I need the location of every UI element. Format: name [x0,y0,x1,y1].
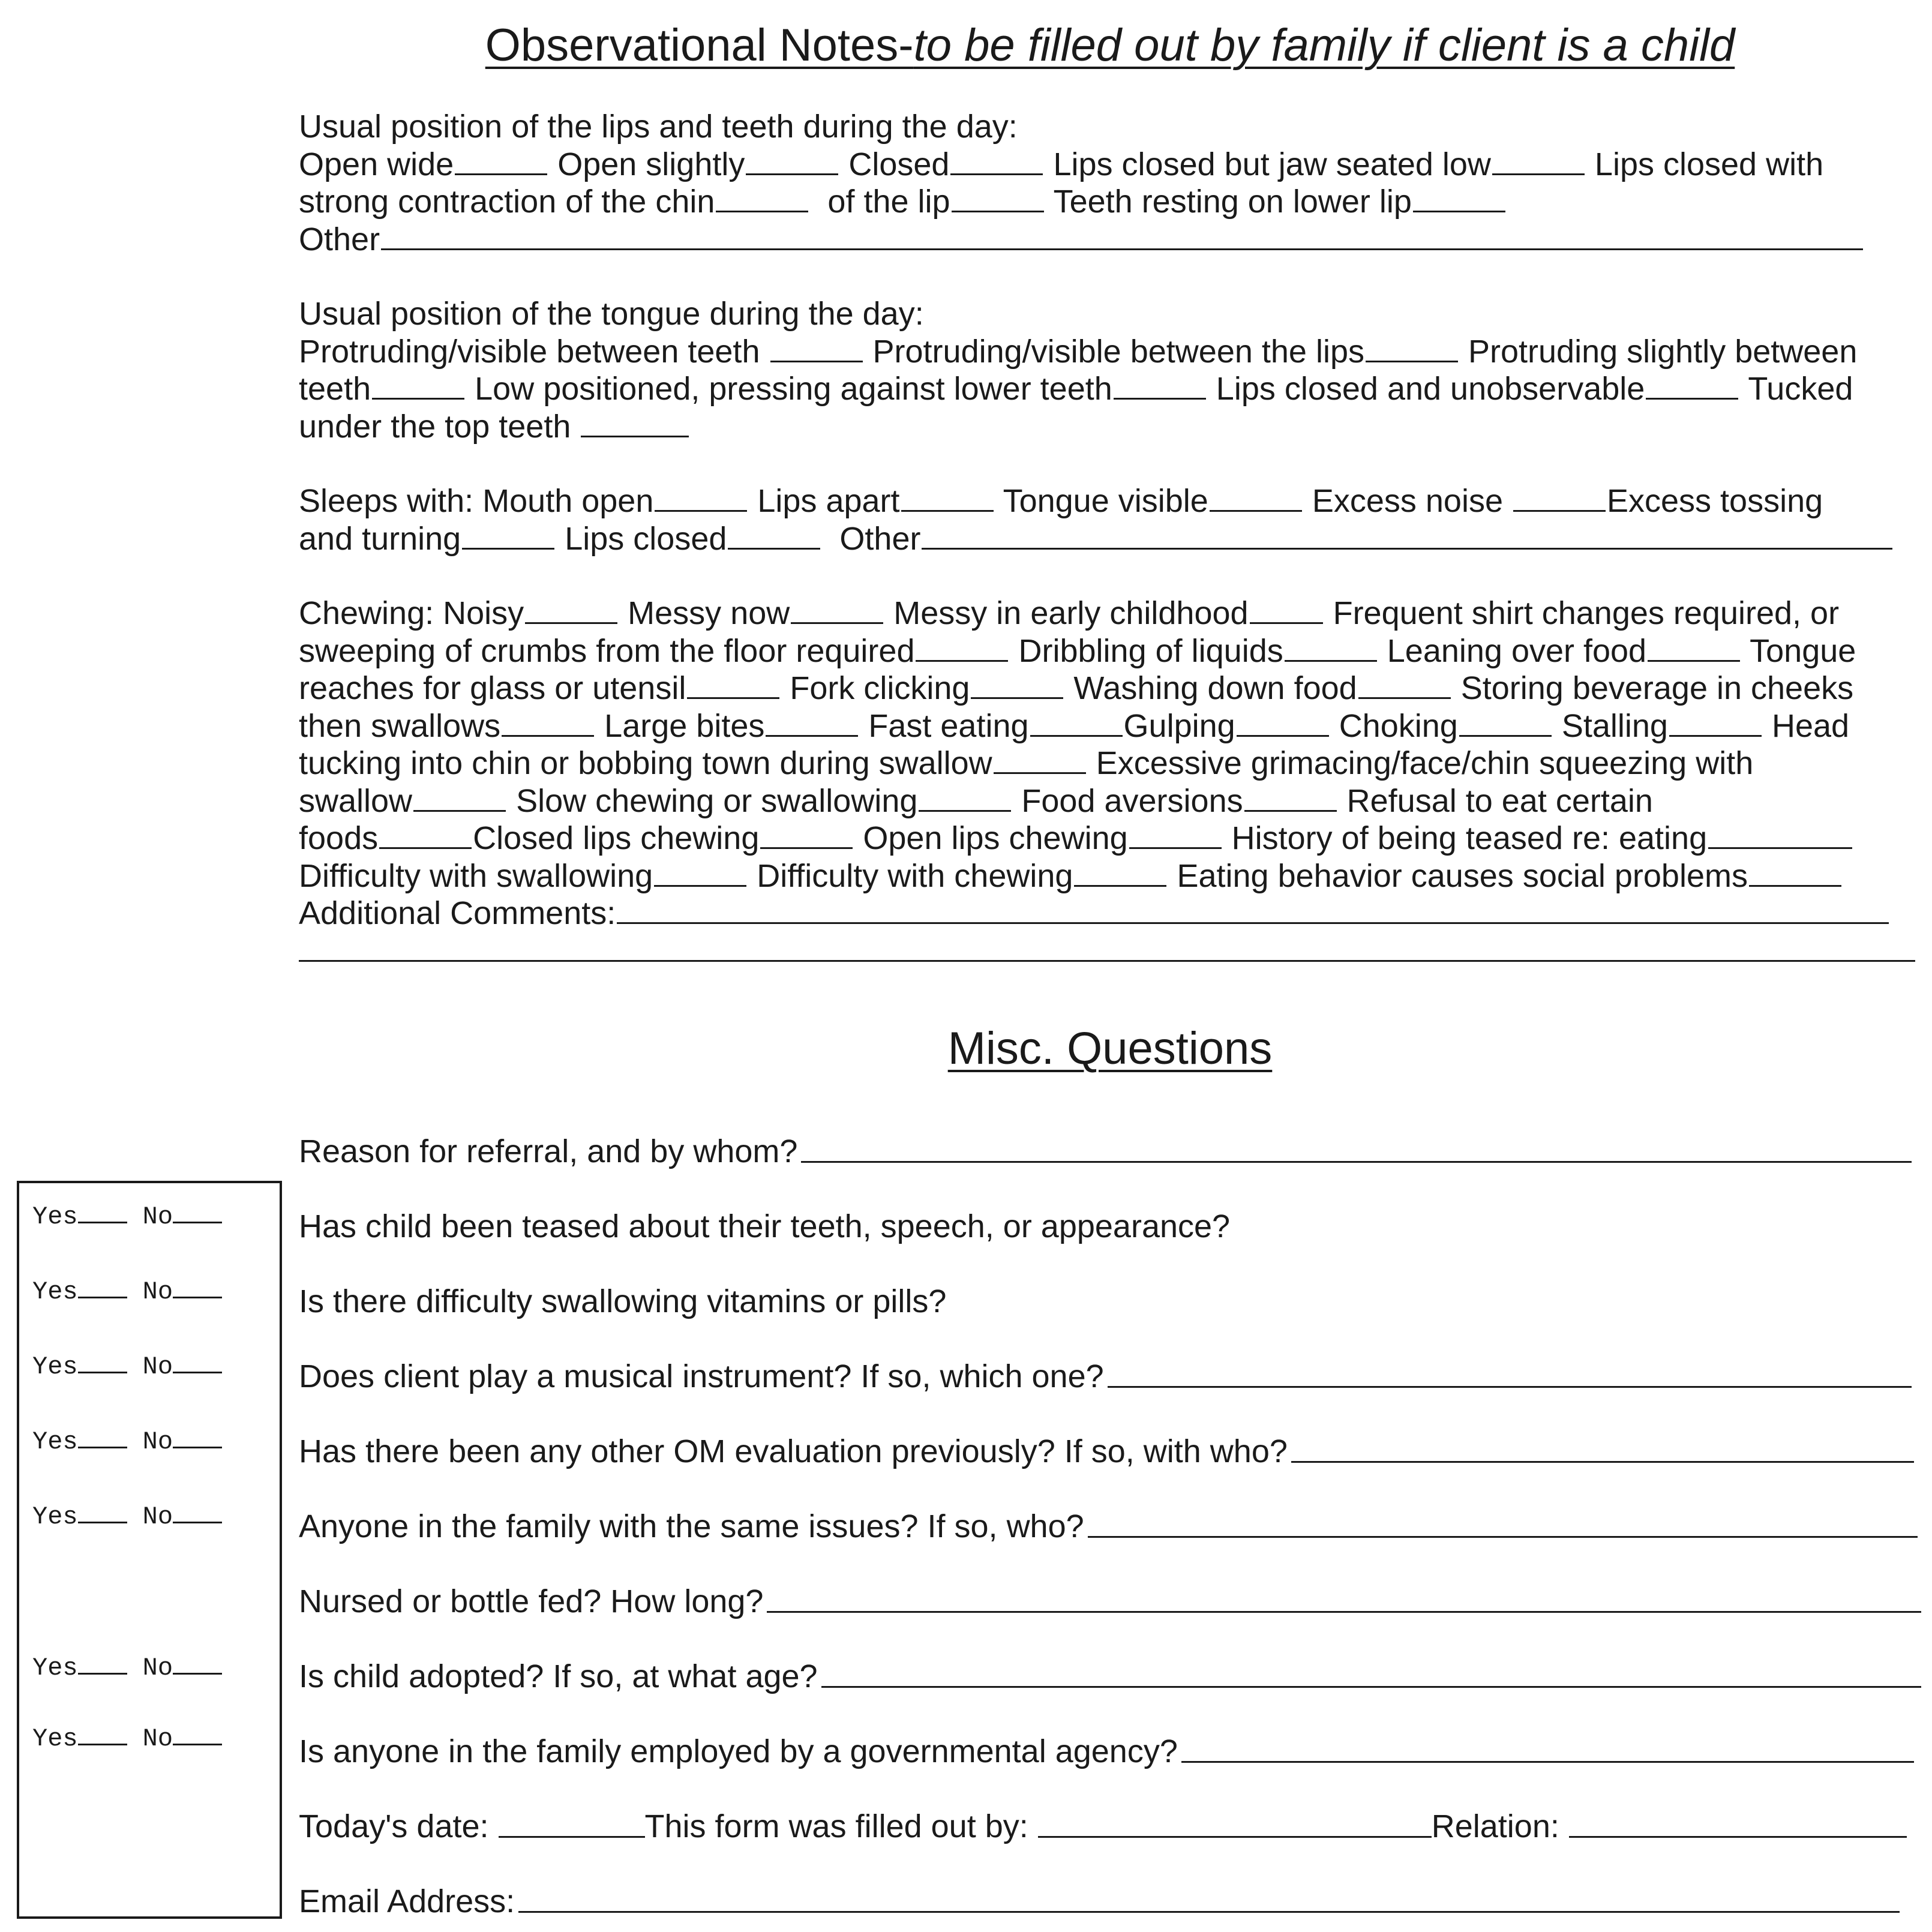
q-nursed [299,1578,1921,1620]
blank-dribbling[interactable] [1285,634,1377,662]
q-government-field[interactable] [1181,1735,1914,1763]
blank-jaw-low[interactable] [1492,147,1585,175]
opt-chin-a: Lips closed with [1594,146,1824,182]
blank-chin[interactable] [716,184,808,212]
yn-government: Yes No [32,1722,222,1753]
yn-government-yes[interactable] [78,1722,127,1745]
opt-teeth-resting: Teeth resting on lower lip [1053,184,1412,220]
chew-foods: foods [299,820,379,856]
blank-tongue-tucked[interactable] [581,409,689,437]
blank-refusal[interactable] [379,821,472,849]
q-date-field[interactable] [499,1810,645,1838]
chew-tucking: tucking into chin or bobbing town during swallow [299,745,992,781]
chew-crumbs: sweeping of crumbs from the floor required [299,632,915,669]
q-adopted-label: Is child adopted? If so, at what age? [299,1658,818,1694]
yn-teased: Yes No [32,1200,222,1231]
q-email-label: Email Address: [299,1883,515,1919]
q-date-row [299,1803,1907,1845]
blank-lips-apart[interactable] [901,484,994,512]
blank-of-lip[interactable] [952,184,1044,212]
q-relation-label: Relation: [1431,1808,1559,1844]
chew-messy-childhood: Messy in early childhood [893,595,1249,631]
chew-head-a: Head [1771,707,1850,744]
q-relation-field[interactable] [1569,1810,1907,1838]
blank-fork-clicking[interactable] [971,671,1063,699]
chewing-section [299,595,1919,970]
yn-om-eval: Yes No [32,1425,222,1456]
opt-tongue-low: Low positioned, pressing against lower teeth [475,371,1112,407]
tongue-heading: Usual position of the tongue during the day: [299,296,924,332]
opt-lips-apart: Lips apart [757,483,900,519]
blank-messy-now[interactable] [791,596,883,624]
blank-difficulty-chewing[interactable] [1074,859,1166,887]
blank-tongue-teeth[interactable] [770,334,863,362]
opt-of-lip: of the lip [827,184,950,220]
opt-chin-b: strong contraction of the chin [299,184,715,220]
yn-government-no[interactable] [173,1722,222,1745]
q-email [299,1878,1900,1920]
yn-instrument-no[interactable] [173,1350,222,1373]
blank-stalling[interactable] [1669,709,1762,737]
opt-tongue-teeth: Protruding/visible between teeth [299,333,760,370]
q-date-label: Today's date: [299,1808,489,1844]
additional-comments-line-1[interactable] [617,896,1889,924]
opt-tongue-unobservable: Lips closed and unobservable [1216,371,1645,407]
chew-washing-down: Washing down food [1073,670,1357,706]
blank-tongue-reaches[interactable] [687,671,779,699]
title-italic-text: to be filled out by family if client is a child [913,20,1735,71]
q-teased [299,1203,1230,1245]
yn-adopted-yes[interactable] [78,1651,127,1675]
opt-excess-noise: Excess noise [1312,483,1503,519]
blank-mouth-open[interactable] [655,484,747,512]
blank-closed[interactable] [950,147,1043,175]
blank-noisy[interactable] [525,596,617,624]
q-teased-label: Has child been teased about their teeth, speech, or appearance? [299,1208,1231,1244]
q-nursed-label: Nursed or bottle fed? How long? [299,1583,764,1619]
q-instrument-label: Does client play a musical instrument? If so, which one? [299,1358,1104,1394]
chew-slow-chewing: Slow chewing or swallowing [516,782,918,819]
blank-crumbs[interactable] [916,634,1008,662]
blank-excess-noise[interactable] [1513,484,1606,512]
additional-comments-line-2[interactable] [299,934,1915,962]
chew-choking: Choking [1339,707,1458,744]
q-nursed-field[interactable] [767,1585,1921,1613]
blank-sleep-lips-closed[interactable] [728,521,820,550]
q-instrument-field[interactable] [1108,1360,1912,1388]
blank-gulping[interactable] [1237,709,1329,737]
opt-closed: Closed [848,146,950,182]
q-referral [299,1128,1912,1170]
tongue-section [299,295,1919,445]
blank-tongue-slightly[interactable] [372,371,464,400]
q-vitamins-label: Is there difficulty swallowing vitamins or pills? [299,1283,947,1319]
misc-title: Misc. Questions [947,1023,1273,1074]
q-email-field[interactable] [518,1885,1900,1913]
blank-leaning[interactable] [1648,634,1740,662]
chew-difficulty-chewing: Difficulty with chewing [757,857,1073,894]
q-adopted-field[interactable] [821,1660,1921,1688]
q-referral-field[interactable] [801,1135,1912,1163]
chew-refusal: Refusal to eat certain [1346,782,1653,819]
q-filled-by-field[interactable] [1038,1810,1432,1838]
chew-tongue-a: Tongue [1750,632,1856,669]
blank-social-problems[interactable] [1749,859,1841,887]
chew-difficulty-swallowing: Difficulty with swallowing [299,857,653,894]
blank-tossing[interactable] [462,521,554,550]
blank-teased-eating[interactable] [1708,821,1852,849]
opt-tongue-lips: Protruding/visible between the lips [872,333,1364,370]
chew-social-problems: Eating behavior causes social problems [1177,857,1748,894]
chew-gulping: Gulping [1123,707,1235,744]
yn-teased-no[interactable] [173,1200,222,1223]
title-main-text: Observational Notes- [485,20,914,71]
chew-then-swallows: then swallows [299,707,501,744]
chew-fork-clicking: Fork clicking [790,670,970,706]
blank-closed-lips[interactable] [760,821,853,849]
yn-vitamins-no[interactable] [173,1275,222,1298]
q-adopted [299,1653,1921,1695]
q-government [299,1728,1914,1770]
blank-food-aversions[interactable] [1244,784,1337,812]
chew-closed-lips: Closed lips chewing [473,820,760,856]
blank-lips-other[interactable] [381,222,1863,250]
blank-tongue-lips[interactable] [1366,334,1458,362]
opt-tongue-slightly-b: teeth [299,371,371,407]
chew-grimacing: Excessive grimacing/face/chin squeezing with [1096,745,1754,781]
q-government-label: Is anyone in the family employed by a governmental agency? [299,1733,1178,1769]
chew-dribbling: Dribbling of liquids [1018,632,1283,669]
q-om-eval-field[interactable] [1291,1435,1914,1463]
opt-tossing-a: Excess tossing [1607,483,1823,519]
chew-storing-beverage: Storing beverage in cheeks [1460,670,1854,706]
q-filled-by-label: This form was filled out by: [644,1808,1028,1844]
chew-leaning: Leaning over food [1387,632,1647,669]
opt-other: Other [299,221,380,257]
blank-tongue-visible[interactable] [1210,484,1302,512]
opt-jaw-low: Lips closed but jaw seated low [1053,146,1491,182]
blank-difficulty-swallowing[interactable] [654,859,746,887]
yn-teased-yes[interactable] [78,1200,127,1223]
chew-food-aversions: Food aversions [1021,782,1243,819]
opt-sleep-other: Other [839,520,921,557]
q-family-field[interactable] [1088,1510,1918,1538]
page-title [0,17,1932,74]
lips-heading: Usual position of the lips and teeth during the day: [299,109,1018,145]
blank-sleep-other[interactable] [922,521,1892,550]
q-om-eval-label: Has there been any other OM evaluation previously? If so, with who? [299,1433,1288,1469]
q-instrument [299,1353,1912,1395]
yn-vitamins: Yes No [32,1275,222,1306]
blank-tongue-unobservable[interactable] [1646,371,1738,400]
opt-tongue-slightly-a: Protruding slightly between [1468,333,1858,370]
blank-washing-down[interactable] [1358,671,1451,699]
chew-shirt-changes: Frequent shirt changes required, or [1333,595,1840,631]
opt-tongue-tucked-b: under the top teeth [299,408,571,445]
blank-teeth-resting[interactable] [1413,184,1505,212]
opt-mouth-open: Sleeps with: Mouth open [299,483,654,519]
yn-adopted-no[interactable] [173,1651,222,1675]
lips-section [299,108,1919,258]
q-family [299,1503,1918,1545]
sleep-section [299,482,1919,557]
chew-large-bites: Large bites [604,707,765,744]
chew-messy-now: Messy now [628,595,790,631]
yn-adopted: Yes No [32,1651,222,1682]
yn-instrument-yes[interactable] [78,1350,127,1373]
yn-family-yes[interactable] [78,1500,127,1523]
opt-sleep-lips-closed: Lips closed [565,520,727,557]
yn-family: Yes No [32,1500,222,1531]
blank-open-lips[interactable] [1129,821,1222,849]
chew-tongue-reaches: reaches for glass or utensil [299,670,686,706]
chew-open-lips: Open lips chewing [863,820,1128,856]
opt-tongue-tucked-a: Tucked [1748,371,1853,407]
blank-open-slightly[interactable] [746,147,838,175]
yn-vitamins-yes[interactable] [78,1275,127,1298]
opt-open-wide: Open wide [299,146,454,182]
blank-open-wide[interactable] [455,147,547,175]
chew-fast-eating: Fast eating [868,707,1029,744]
opt-tossing-b: and turning [299,520,461,557]
additional-comments-label: Additional Comments: [299,895,616,931]
yn-om-eval-yes[interactable] [78,1425,127,1448]
q-family-label: Anyone in the family with the same issues? If so, who? [299,1508,1084,1544]
q-referral-label: Reason for referral, and by whom? [299,1133,798,1169]
blank-slow-chewing[interactable] [919,784,1011,812]
q-vitamins [299,1278,946,1320]
yn-instrument: Yes No [32,1350,222,1381]
blank-choking[interactable] [1459,709,1552,737]
chew-noisy: Chewing: Noisy [299,595,524,631]
q-om-eval [299,1428,1914,1470]
chew-teased-eating: History of being teased re: eating [1231,820,1708,856]
blank-fast-eating[interactable] [1030,709,1123,737]
blank-large-bites[interactable] [766,709,858,737]
blank-tongue-low[interactable] [1114,371,1206,400]
yn-family-no[interactable] [173,1500,222,1523]
opt-open-slightly: Open slightly [557,146,745,182]
yn-om-eval-no[interactable] [173,1425,222,1448]
opt-tongue-visible: Tongue visible [1003,483,1208,519]
blank-grimacing[interactable] [413,784,506,812]
blank-then-swallows[interactable] [502,709,594,737]
chew-swallow: swallow [299,782,413,819]
chew-stalling: Stalling [1561,707,1668,744]
blank-messy-childhood[interactable] [1250,596,1323,624]
blank-tucking[interactable] [994,746,1086,774]
